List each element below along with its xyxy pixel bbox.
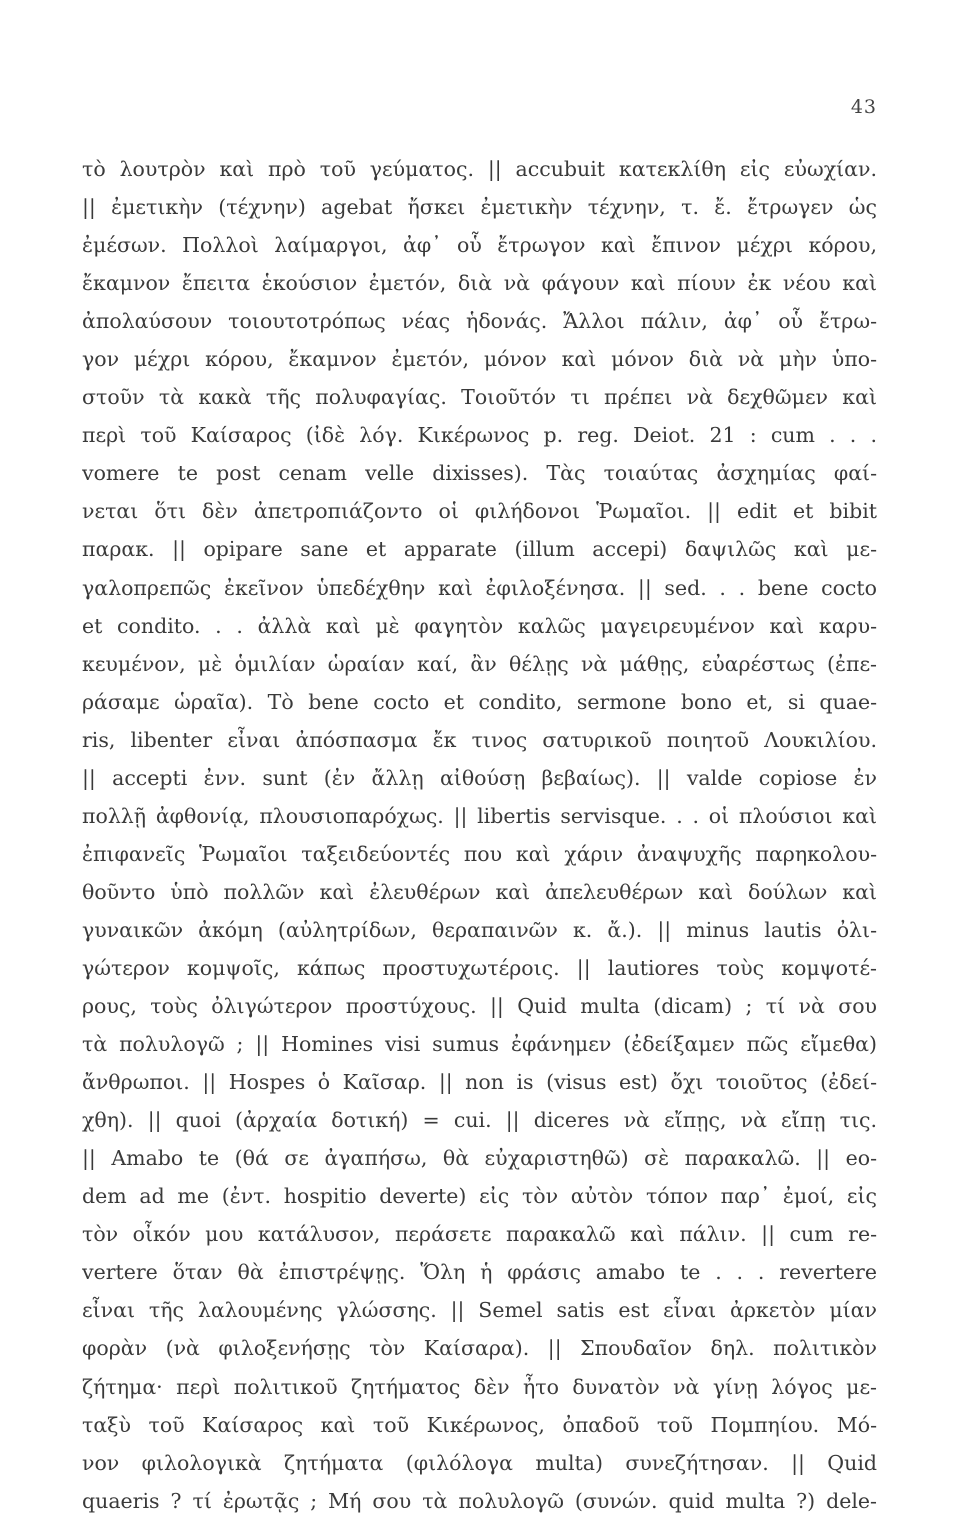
text-line: τὰ πολυλογῶ ; || Homines visi sumus ἐφάνημεν (ἐδείξαμεν πῶς εἴμεθα)	[82, 1032, 877, 1057]
text-line: vertere ὅταν θὰ ἐπιστρέψῃς. Ὅλη ἡ φράσις amabo te . . . revertere	[82, 1260, 877, 1285]
text-line: ράσαμε ὡραῖα). Τὸ bene cocto et condito, sermone bono et, si quae-	[82, 689, 877, 714]
text-line: dem ad me (ἐντ. hospitio deverte) εἰς τὸν αὐτὸν τόπον παρ᾽ ἐμοί, εἰς	[82, 1184, 877, 1209]
text-line: νον φιλολογικὰ ζητήματα (φιλόλογα multa) συνεζήτησαν. || Quid	[82, 1450, 877, 1475]
text-line: || ἐμετικὴν (τέχνην) agebat ἤσκει ἐμετικὴν τέχνην, τ. ἔ. ἔτρωγεν ὡς	[82, 195, 877, 220]
text-line: τὸν οἶκόν μου κατάλυσον, περάσετε παρακαλῶ καὶ πάλιν. || cum re-	[82, 1222, 877, 1247]
text-line: χθη). || quoi (ἀρχαία δοτική) = cui. || diceres νὰ εἴπῃς, νὰ εἴπῃ τις.	[82, 1108, 877, 1133]
text-line: γον μέχρι κόρου, ἔκαμνον ἐμετόν, μόνον καὶ μόνον διὰ νὰ μὴν ὑπο-	[82, 347, 877, 372]
text-line: γώτερον κομψοῖς, κάπως προστυχωτέροις. || lautiores τοὺς κομψοτέ-	[82, 955, 877, 980]
text-line: εἶναι τῆς λαλουμένης γλώσσης. || Semel satis est εἶναι ἀρκετὸν μίαν	[82, 1298, 877, 1323]
text-line: ἔκαμνον ἔπειτα ἑκούσιον ἐμετόν, διὰ νὰ φάγουν καὶ πίουν ἐκ νέου καὶ	[82, 271, 877, 296]
text-line: ρους, τοὺς ὀλιγώτερον προστύχους. || Quid multa (dicam) ; τί νὰ σου	[82, 994, 877, 1019]
text-line: vomere te post cenam velle dixisses). Τὰς τοιαύτας ἀσχημίας φαί-	[82, 461, 877, 486]
text-line: quaeris ? τί ἐρωτᾷς ; Μή σου τὰ πολυλογῶ (συνών. quid multa ?) dele-	[82, 1488, 877, 1513]
commentary-text	[82, 150, 877, 1520]
text-line: κευμένον, μὲ ὁμιλίαν ὡραίαν καί, ἂν θέλῃς νὰ μάθῃς, εὐαρέστως (ἐπε-	[82, 651, 877, 676]
text-line: ταξὺ τοῦ Καίσαρος καὶ τοῦ Κικέρωνος, ὀπαδοῦ τοῦ Πομπηίου. Μό-	[82, 1412, 877, 1437]
text-line: || accepti ἐνν. sunt (ἐν ἄλλῃ αἰθούσῃ βεβαίως). || valde copiose ἐν	[82, 765, 877, 790]
text-line: ἐμέσων. Πολλοὶ λαίμαργοι, ἀφ᾽ οὗ ἔτρωγον καὶ ἔπινον μέχρι κόρου,	[82, 233, 877, 258]
text-line: || Amabo te (θά σε ἀγαπήσω, θὰ εὐχαριστηθῶ) σὲ παρακαλῶ. || eo-	[82, 1146, 877, 1171]
page-number: 43	[850, 96, 877, 118]
text-line: θοῦντο ὑπὸ πολλῶν καὶ ἐλευθέρων καὶ ἀπελευθέρων καὶ δούλων καὶ	[82, 879, 877, 904]
text-line: ἄνθρωποι. || Hospes ὁ Καῖσαρ. || non is (visus est) ὄχι τοιοῦτος (ἐδεί-	[82, 1070, 877, 1095]
text-line: στοῦν τὰ κακὰ τῆς πολυφαγίας. Τοιοῦτόν τι πρέπει νὰ δεχθῶμεν καὶ	[82, 385, 877, 410]
text-line: ἐπιφανεῖς Ῥωμαῖοι ταξειδεύοντές που καὶ χάριν ἀναψυχῆς παρηκολου-	[82, 841, 877, 866]
text-line: παρακ. || opipare sane et apparate (illum accepi) δαψιλῶς καὶ με-	[82, 537, 877, 562]
text-line: γαλοπρεπῶς ἐκεῖνον ὑπεδέχθην καὶ ἐφιλοξένησα. || sed. . . bene cocto	[82, 575, 877, 600]
text-line: γυναικῶν ἀκόμη (αὐλητρίδων, θεραπαινῶν κ. ἄ.). || minus lautis ὀλι-	[82, 917, 877, 942]
text-line: et condito. . . ἀλλὰ καὶ μὲ φαγητὸν καλῶς μαγειρευμένον καὶ καρυ-	[82, 613, 877, 638]
text-line: πολλῇ ἀφθονίᾳ, πλουσιοπαρόχως. || libertis servisque. . . οἱ πλούσιοι καὶ	[82, 803, 877, 828]
text-line: ris, libenter εἶναι ἀπόσπασμα ἔκ τινος σατυρικοῦ ποιητοῦ Λουκιλίου.	[82, 727, 877, 752]
text-line: ἀπολαύσουν τοιουτοτρόπως νέας ἡδονάς. Ἄλλοι πάλιν, ἀφ᾽ οὗ ἔτρω-	[82, 309, 877, 334]
text-line: περὶ τοῦ Καίσαρος (ἰδὲ λόγ. Κικέρωνος p. reg. Deiot. 21 : cum . . .	[82, 423, 877, 448]
text-line: ζήτημα· περὶ πολιτικοῦ ζητήματος δὲν ἦτο δυνατὸν νὰ γίνῃ λόγος με-	[82, 1374, 877, 1399]
text-line: φορὰν (νὰ φιλοξενήσῃς τὸν Καίσαρα). || Σπουδαῖον δηλ. πολιτικὸν	[82, 1336, 877, 1361]
text-line: νεται ὅτι δὲν ἀπετροπιάζοντο οἱ φιλήδονοι Ῥωμαῖοι. || edit et bibit	[82, 499, 877, 524]
text-line: τὸ λουτρὸν καὶ πρὸ τοῦ γεύματος. || accubuit κατεκλίθη εἰς εὐωχίαν.	[82, 157, 877, 181]
